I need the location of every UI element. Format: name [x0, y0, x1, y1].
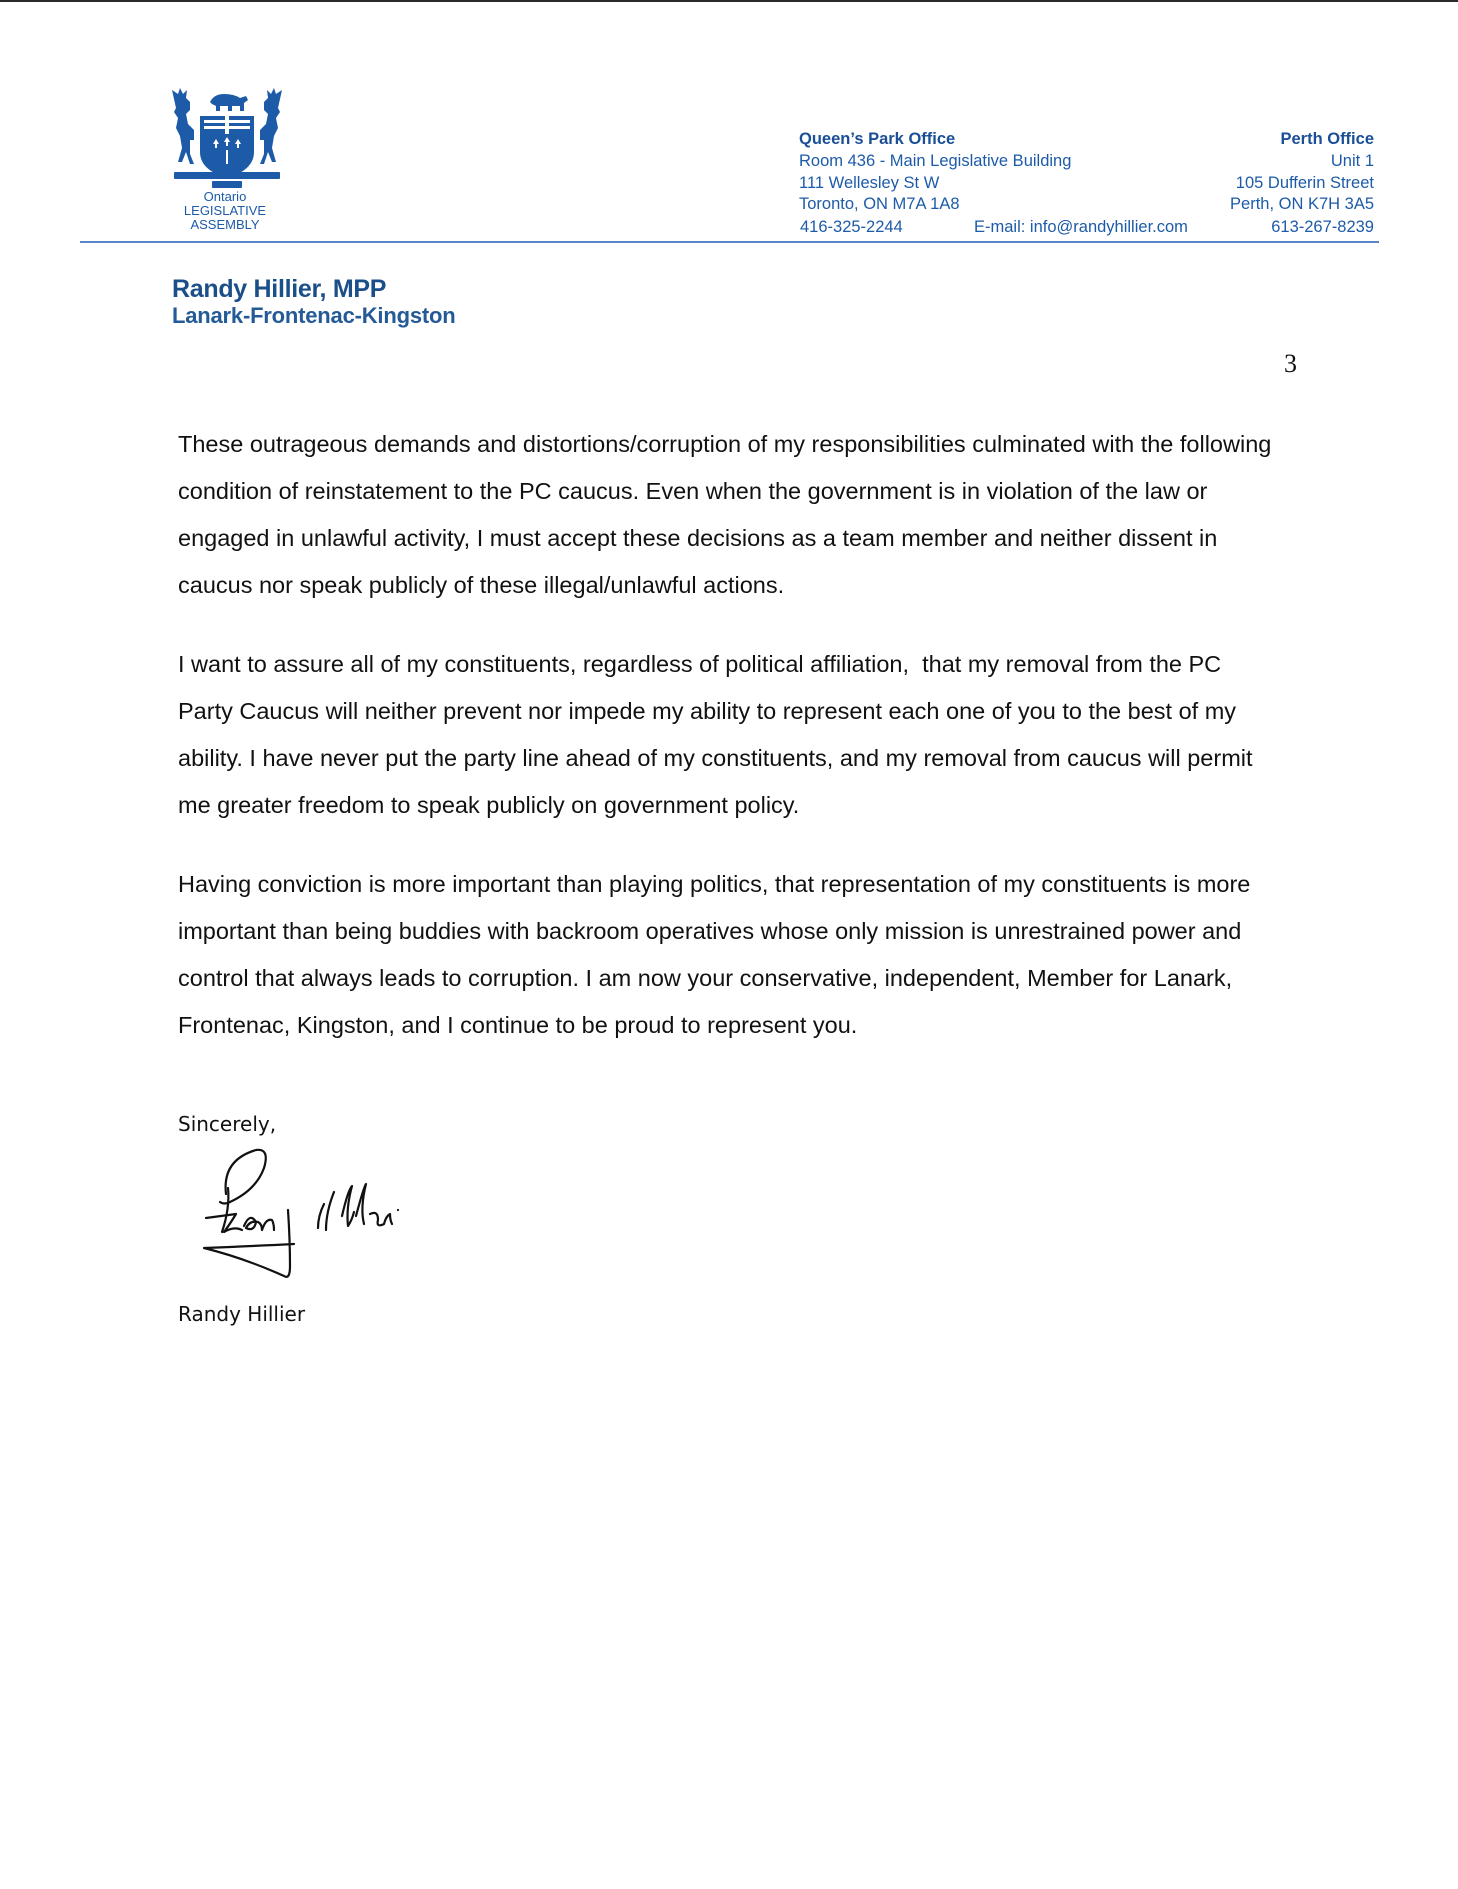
queens-park-office-block — [799, 129, 1071, 216]
queens-park-contact-row — [800, 217, 1188, 239]
email-address: E-mail: info@randyhillier.com — [974, 218, 1188, 236]
paragraph-line: These outrageous demands and distortions/corruption of my responsibilities culminated with the following — [178, 431, 1272, 457]
queens-park-office-title: Queen’s Park Office — [799, 130, 956, 148]
paragraph-line: control that always leads to corruption. I am now your conservative, independent, Member for Lanark, — [178, 965, 1233, 991]
signature-icon — [196, 1144, 426, 1290]
paragraph-line: ability. I have never put the party line ahead of my constituents, and my removal from caucus will permit — [178, 745, 1253, 771]
perth-phone: 613-267-8239 — [1271, 218, 1374, 236]
paragraph-line: me greater freedom to speak publicly on government policy. — [178, 792, 800, 818]
paragraph-line: engaged in unlawful activity, I must accept these decisions as a team member and neither dissent in — [178, 525, 1218, 551]
legislative-assembly-wordmark — [160, 190, 290, 232]
paragraph-line: Having conviction is more important than playing politics, that representation of my constituents is more — [178, 871, 1251, 897]
paragraph-line: caucus nor speak publicly of these illegal/unlawful actions. — [178, 572, 785, 598]
crest-icon — [168, 86, 286, 190]
queens-park-office-street: 111 Wellesley St W — [799, 173, 940, 192]
letterhead-divider — [80, 241, 1379, 243]
handwritten-signature — [196, 1144, 426, 1290]
riding-name: Lanark-Frontenac-Kingston — [172, 303, 456, 328]
page-top-border — [0, 0, 1458, 2]
queens-park-office-city: Toronto, ON M7A 1A8 — [799, 195, 960, 214]
letter-body — [178, 421, 1328, 1081]
paragraph-line: Party Caucus will neither prevent nor impede my ability to represent each one of you to the best of my — [178, 698, 1237, 724]
crest-line-assembly: ASSEMBLY — [190, 217, 260, 232]
crest-line-legislative: LEGISLATIVE — [183, 203, 267, 218]
paragraph-line: condition of reinstatement to the PC caucus. Even when the government is in violation of the law or — [178, 478, 1208, 504]
perth-office-city: Perth, ON K7H 3A5 — [1230, 195, 1374, 214]
mpp-name: Randy Hillier, MPP — [172, 275, 387, 303]
body-paragraph-1 — [178, 421, 1328, 609]
crest-line-ontario: Ontario — [203, 189, 247, 204]
paragraph-line: I want to assure all of my constituents, regardless of political affiliation, that my removal from the PC — [178, 651, 1222, 677]
signer-name: Randy Hillier — [178, 1302, 306, 1326]
queens-park-phone: 416-325-2244 — [800, 218, 903, 236]
body-paragraph-3 — [178, 861, 1328, 1049]
perth-office-unit: Unit 1 — [1330, 151, 1374, 170]
perth-office-title: Perth Office — [1280, 130, 1374, 148]
perth-office-street: 105 Dufferin Street — [1235, 173, 1374, 192]
queens-park-office-room: Room 436 - Main Legislative Building — [799, 151, 1072, 170]
perth-office-block — [1230, 129, 1374, 216]
paragraph-line: important than being buddies with backroom operatives whose only mission is unrestrained power and — [178, 918, 1242, 944]
body-paragraph-2 — [178, 641, 1328, 829]
closing-salutation: Sincerely, — [178, 1112, 277, 1136]
page-number: 3 — [1284, 349, 1297, 378]
paragraph-line: Frontenac, Kingston, and I continue to be proud to represent you. — [178, 1012, 858, 1038]
